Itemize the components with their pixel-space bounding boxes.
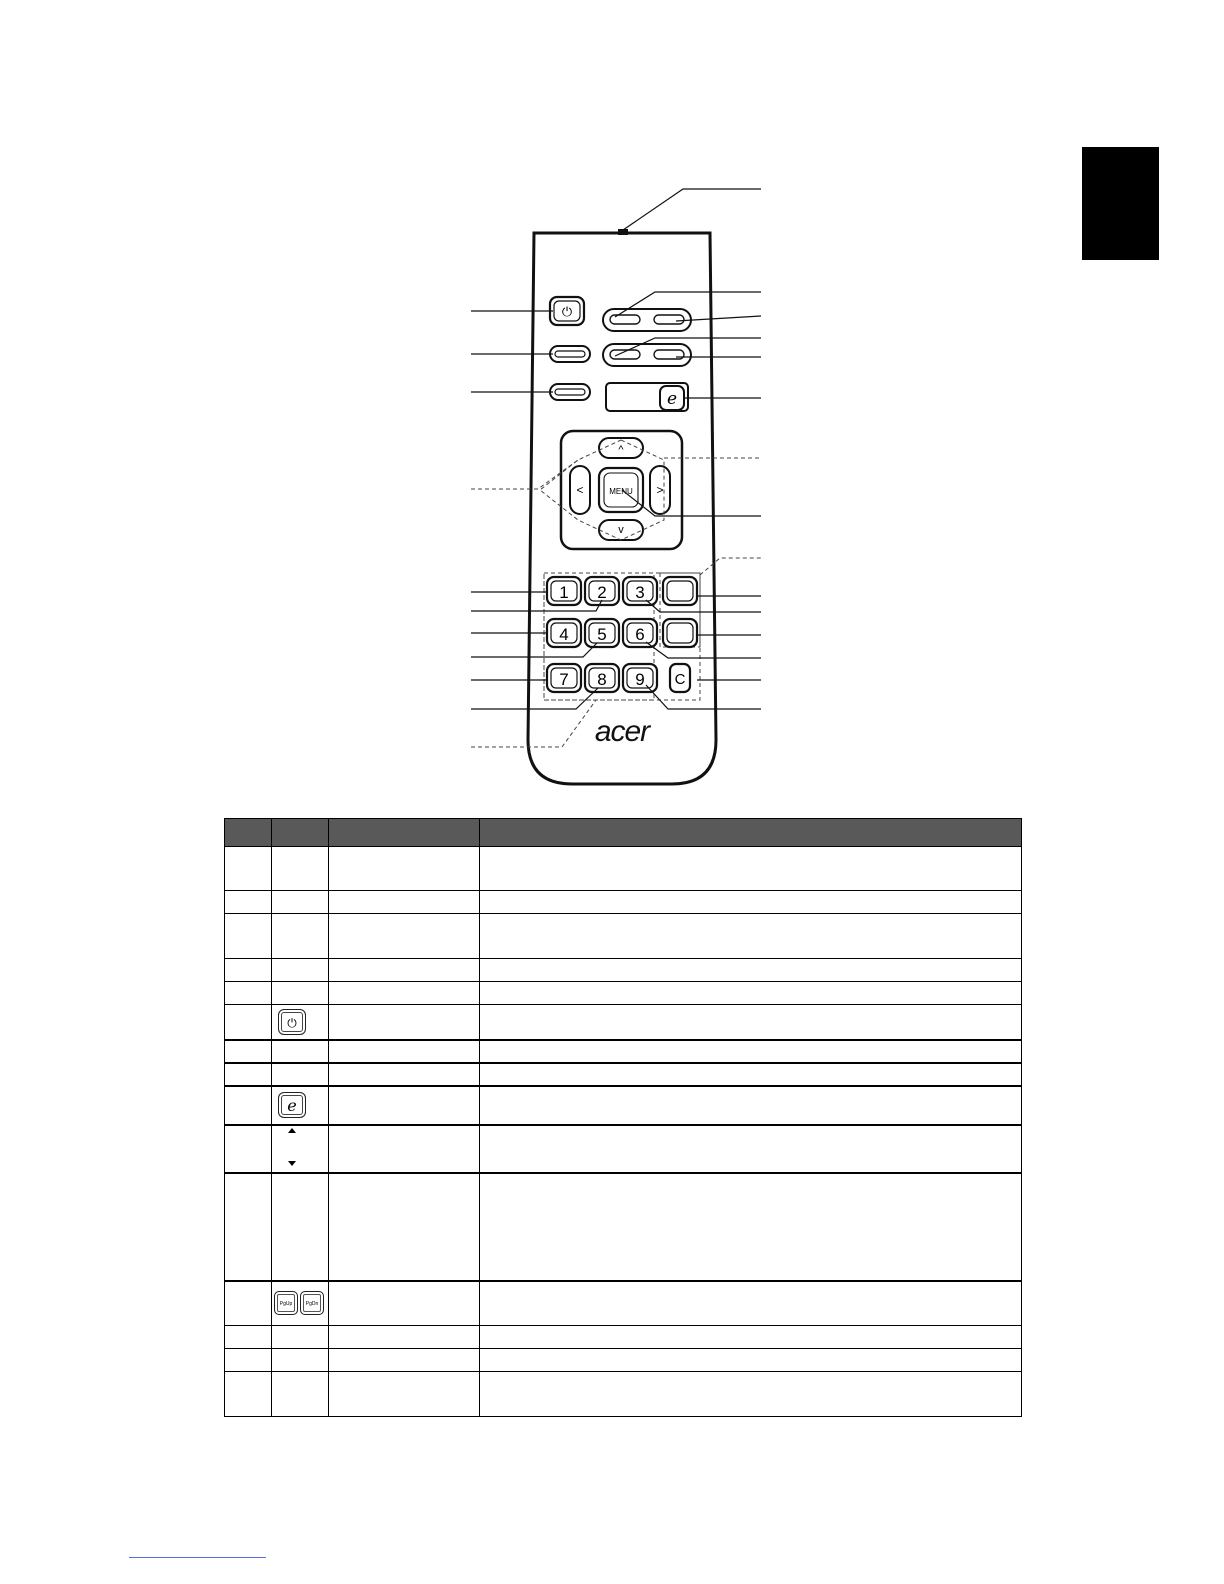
- svg-text:6: 6: [635, 625, 645, 644]
- power-icon: ⏻: [278, 1009, 306, 1035]
- key-5: [585, 619, 619, 647]
- svg-text:1: 1: [559, 583, 569, 602]
- table-row: [225, 1125, 1022, 1173]
- svg-text:⏻: ⏻: [561, 305, 573, 320]
- footer-link-underline[interactable]: [129, 1557, 266, 1558]
- header-cell-function: [329, 819, 480, 847]
- pgdn-icon: PgDn: [300, 1291, 324, 1315]
- svg-text:4: 4: [559, 625, 569, 644]
- pgup-icon: PgUp: [274, 1291, 298, 1315]
- table-header-row: [225, 819, 1022, 847]
- table-row: [225, 1063, 1022, 1086]
- up-down-arrow-icon: [278, 1128, 306, 1166]
- svg-text:9: 9: [635, 670, 645, 689]
- svg-text:C: C: [674, 671, 686, 688]
- key-3: [623, 577, 657, 605]
- svg-text:^: ^: [618, 444, 624, 456]
- empowering-key-icon: e: [278, 1092, 306, 1118]
- table-row: [225, 1349, 1022, 1372]
- key-c: [670, 664, 690, 692]
- svg-text:3: 3: [635, 583, 645, 602]
- remote-function-table: [224, 818, 1022, 1417]
- table-row: [225, 1086, 1022, 1125]
- key-4: [547, 619, 581, 647]
- table-row: [225, 982, 1022, 1005]
- table-row: [225, 1005, 1022, 1040]
- power-button: [550, 297, 584, 325]
- svg-text:8: 8: [597, 670, 607, 689]
- table-row: [225, 1040, 1022, 1063]
- key-6: [623, 619, 657, 647]
- table-row: [225, 1372, 1022, 1417]
- menu-key-label: MENU: [609, 487, 633, 496]
- key-1: [547, 577, 581, 605]
- side-key-bottom: [663, 619, 697, 647]
- svg-text:7: 7: [559, 670, 569, 689]
- table-row: [225, 1173, 1022, 1281]
- acer-logo: acer: [594, 715, 650, 748]
- key-9: [623, 664, 657, 692]
- svg-text:>: >: [656, 483, 664, 497]
- pill-button-left-1: [550, 346, 590, 362]
- empowering-key: [660, 386, 684, 410]
- pill-button-left-2: [550, 384, 590, 400]
- svg-text:v: v: [618, 524, 624, 536]
- svg-text:2: 2: [597, 583, 607, 602]
- key-7: [547, 664, 581, 692]
- header-cell-number: [225, 819, 272, 847]
- table-row: [225, 1326, 1022, 1349]
- table-row: [225, 959, 1022, 982]
- table-row: [225, 914, 1022, 959]
- svg-text:<: <: [576, 483, 584, 497]
- svg-text:5: 5: [597, 625, 607, 644]
- table-row: [225, 847, 1022, 891]
- table-row: [225, 1281, 1022, 1326]
- key-8: [585, 664, 619, 692]
- header-cell-description: [480, 819, 1022, 847]
- double-pill-top: [603, 309, 691, 331]
- svg-text:e: e: [666, 389, 678, 409]
- table-row: [225, 891, 1022, 914]
- header-cell-icon: [272, 819, 329, 847]
- side-key-top: [663, 577, 697, 605]
